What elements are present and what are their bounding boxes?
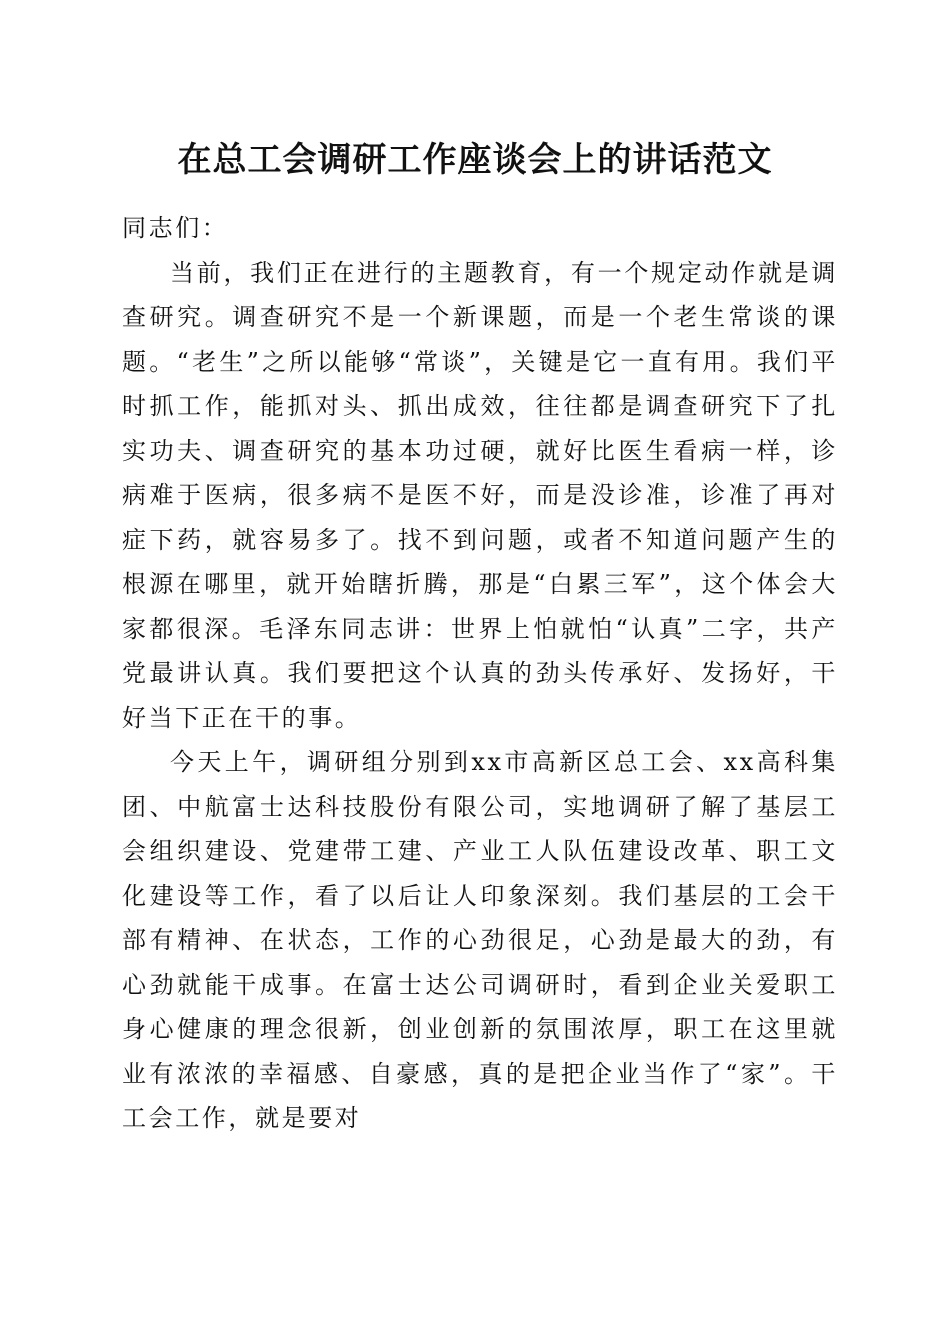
salutation: 同志们： bbox=[122, 214, 229, 242]
document-body bbox=[122, 206, 838, 1141]
paragraph-1: 当前，我们正在进行的主题教育，有一个规定动作就是调查研究。调查研究不是一个新课题，而是一个老生常谈的课题。“老生”之所以能够“常谈”，关键是它一直有用。我们平时抓工作，能抓对头、抓出成效，往往都是调查研究下了扎实功夫、调查研究的基本功过硬，就好比医生看病一样，诊病难于医病，很多病不是医不好，而是没诊准，诊准了再对症下药，就容易多了。找不到问题，或者不知道问题产生的根源在哪里，就开始瞎折腾，那是“白累三军”，这个体会大家都很深。毛泽东同志讲：世界上怕就怕“认真”二字，共产党最讲认真。我们要把这个认真的劲头传承好、发扬好，干好当下正在干的事。 bbox=[122, 258, 838, 732]
document-title: 在总工会调研工作座谈会上的讲话范文 bbox=[177, 140, 773, 180]
paragraph-2: 今天上午，调研组分别到xx市高新区总工会、xx高科集团、中航富士达科技股份有限公司，实地调研了解了基层工会组织建设、党建带工建、产业工人队伍建设改革、职工文化建设等工作，看了以后让人印象深刻。我们基层的工会干部有精神、在状态，工作的心劲很足，心劲是最大的劲，有心劲就能干成事。在富士达公司调研时，看到企业关爱职工身心健康的理念很新，创业创新的氛围浓厚，职工在这里就业有浓浓的幸福感、自豪感，真的是把企业当作了“家”。干工会工作，就是要对 bbox=[122, 748, 838, 1132]
